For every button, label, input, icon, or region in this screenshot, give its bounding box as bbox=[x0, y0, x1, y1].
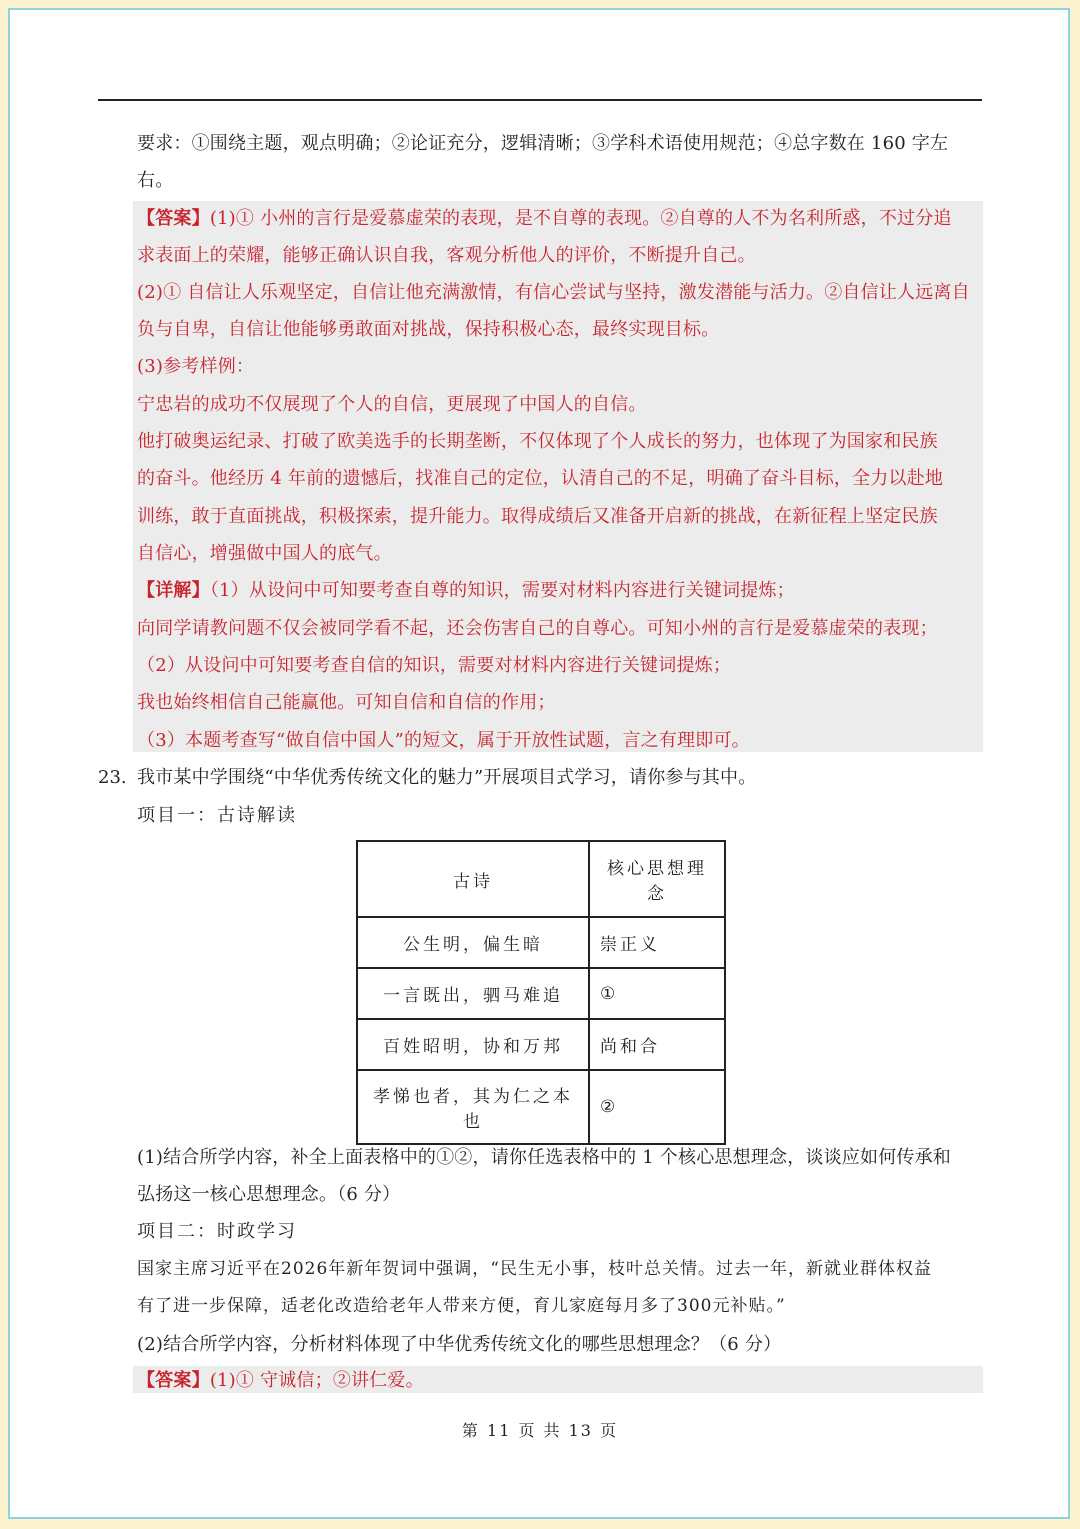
subquestion-1-line-1: (1)结合所学内容，补全上面表格中的①②，请你任选表格中的 1 个核心思想理念，谈谈应如何传承和 bbox=[137, 1147, 951, 1168]
table-cell-concept: ① bbox=[589, 968, 725, 1019]
table-cell-poem: 一言既出，驷马难追 bbox=[357, 968, 589, 1019]
answer-line-7: 他打破奥运纪录、打破了欧美选手的长期垄断，不仅体现了个人成长的努力，也体现了为国家和民族 bbox=[137, 431, 938, 452]
requirement-line-2: 右。 bbox=[137, 170, 174, 191]
detail-line-5: （3）本题考查写“做自信中国人”的短文，属于开放性试题，言之有理即可。 bbox=[137, 730, 750, 751]
table-header-row bbox=[357, 841, 725, 917]
table-cell-poem: 公生明，偏生暗 bbox=[357, 917, 589, 968]
material-line-1: 国家主席习近平在2026年新年贺词中强调，“民生无小事，枝叶总关情。过去一年，新就业群体权益 bbox=[137, 1259, 932, 1279]
poem-table bbox=[356, 840, 726, 1145]
detail-line-1: 【详解】（1）从设问中可知要考查自尊的知识，需要对材料内容进行关键词提炼； bbox=[137, 580, 795, 601]
table-cell-concept: 尚和合 bbox=[589, 1019, 725, 1070]
question-stem: 我市某中学围绕“中华优秀传统文化的魅力”开展项目式学习，请你参与其中。 bbox=[137, 767, 757, 788]
table-header-concept: 核心思想理念 bbox=[589, 841, 725, 917]
detail-line-3: （2）从设问中可知要考查自信的知识，需要对材料内容进行关键词提炼； bbox=[137, 655, 732, 676]
answer-line-6: 宁忠岩的成功不仅展现了个人的自信，更展现了中国人的自信。 bbox=[137, 394, 647, 415]
detail-line-2: 向同学请教问题不仅会被同学看不起，还会伤害自己的自尊心。可知小州的言行是爱慕虚荣的表现； bbox=[137, 618, 938, 639]
subquestion-2: (2)结合所学内容，分析材料体现了中华优秀传统文化的哪些思想理念？（6 分） bbox=[137, 1334, 782, 1355]
question-number: 23. bbox=[98, 767, 127, 788]
detail-line-4: 我也始终相信自己能赢他。可知自信和自信的作用； bbox=[137, 692, 556, 713]
answer-line-8: 的奋斗。他经历 4 年前的遗憾后，找准自己的定位，认清自己的不足，明确了奋斗目标，全力以赴地 bbox=[137, 468, 944, 489]
answer-2-line: 【答案】(1)① 守诚信；②讲仁爱。 bbox=[137, 1370, 424, 1391]
answer-line-4: 负与自卑，自信让他能够勇敢面对挑战，保持积极心态，最终实现目标。 bbox=[137, 319, 720, 340]
material-line-2: 有了进一步保障，适老化改造给老年人带来方便，育儿家庭每月多了300元补贴。” bbox=[137, 1296, 786, 1316]
project-two-title: 项目二：时政学习 bbox=[137, 1221, 297, 1242]
answer-line-5: (3)参考样例： bbox=[137, 356, 255, 377]
table-row bbox=[357, 1019, 725, 1070]
table-row bbox=[357, 917, 725, 968]
subquestion-1-line-2: 弘扬这一核心思想理念。（6 分） bbox=[137, 1184, 401, 1205]
table-cell-concept: ② bbox=[589, 1070, 725, 1144]
table-row bbox=[357, 968, 725, 1019]
detail-tag: 【详解】 bbox=[137, 580, 210, 601]
project-one-title: 项目一：古诗解读 bbox=[137, 805, 297, 826]
answer-line-9: 训练，敢于直面挑战，积极探索，提升能力。取得成绩后又准备开启新的挑战，在新征程上坚定民族 bbox=[137, 506, 938, 527]
header-rule bbox=[98, 99, 982, 101]
page-number-footer: 第 11 页 共 13 页 bbox=[461, 1421, 619, 1440]
table-header-poem: 古诗 bbox=[357, 841, 589, 917]
table-cell-poem: 孝悌也者，其为仁之本也 bbox=[357, 1070, 589, 1144]
requirement-line-1: 要求：①围绕主题，观点明确；②论证充分，逻辑清晰；③学科术语使用规范；④总字数在 160 字左 bbox=[137, 133, 949, 154]
answer-line-2: 求表面上的荣耀，能够正确认识自我，客观分析他人的评价，不断提升自己。 bbox=[137, 245, 756, 266]
answer-line-1: 【答案】(1)① 小州的言行是爱慕虚荣的表现，是不自尊的表现。②自尊的人不为名利所惑，不过分追 bbox=[137, 208, 952, 229]
answer-line-3: (2)① 自信让人乐观坚定，自信让他充满激情，有信心尝试与坚持，激发潜能与活力。②自信让人远离自 bbox=[137, 282, 970, 303]
table-row bbox=[357, 1070, 725, 1144]
table-cell-concept: 崇正义 bbox=[589, 917, 725, 968]
answer-2-tag: 【答案】 bbox=[137, 1370, 210, 1391]
answer-tag: 【答案】 bbox=[137, 208, 210, 229]
table-cell-poem: 百姓昭明，协和万邦 bbox=[357, 1019, 589, 1070]
answer-line-10: 自信心，增强做中国人的底气。 bbox=[137, 543, 392, 564]
